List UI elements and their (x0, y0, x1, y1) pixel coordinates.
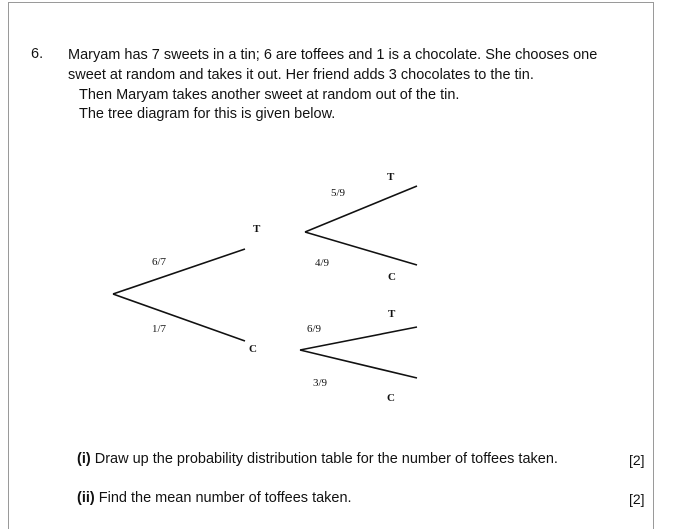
question-text-line-4: The tree diagram for this is given below. (79, 106, 336, 122)
question-number: 6. (31, 46, 44, 62)
question-part-i (77, 451, 558, 467)
question-text-line-1: Maryam has 7 sweets in a tin; 6 are toffees and 1 is a chocolate. She chooses one (68, 47, 598, 63)
outcome-after-choc-choc: C (387, 392, 395, 404)
prob-after-toffee-choc: 4/9 (315, 257, 330, 269)
part-label: (i) (77, 451, 91, 467)
marks-part-ii: [2] (629, 491, 645, 507)
prob-after-toffee-toffee: 5/9 (331, 187, 346, 199)
branch-first-toffee (113, 249, 245, 294)
branch-after-choc-choc (300, 350, 417, 378)
outcome-first-choc: C (249, 343, 257, 355)
question-text-line-2: sweet at random and takes it out. Her friend adds 3 chocolates to the tin. (68, 67, 534, 83)
outcome-after-toffee-toffee: T (387, 171, 395, 183)
branch-after-toffee-toffee (305, 186, 417, 232)
question-part-ii (77, 490, 352, 506)
branch-first-choc (113, 294, 245, 341)
prob-after-choc-toffee: 6/9 (307, 323, 322, 335)
marks-part-i: [2] (629, 452, 645, 468)
outcome-after-toffee-choc: C (388, 271, 396, 283)
prob-after-choc-choc: 3/9 (313, 377, 328, 389)
outcome-after-choc-toffee: T (388, 308, 396, 320)
part-text: Draw up the probability distribution table for the number of toffees taken. (90, 451, 558, 467)
part-label: (ii) (77, 490, 95, 506)
prob-first-choc: 1/7 (152, 323, 167, 335)
outcome-first-toffee: T (253, 223, 261, 235)
part-text: Find the mean number of toffees taken. (94, 490, 352, 506)
prob-first-toffee: 6/7 (152, 256, 167, 268)
question-text-line-3: Then Maryam takes another sweet at random out of the tin. (79, 87, 460, 103)
